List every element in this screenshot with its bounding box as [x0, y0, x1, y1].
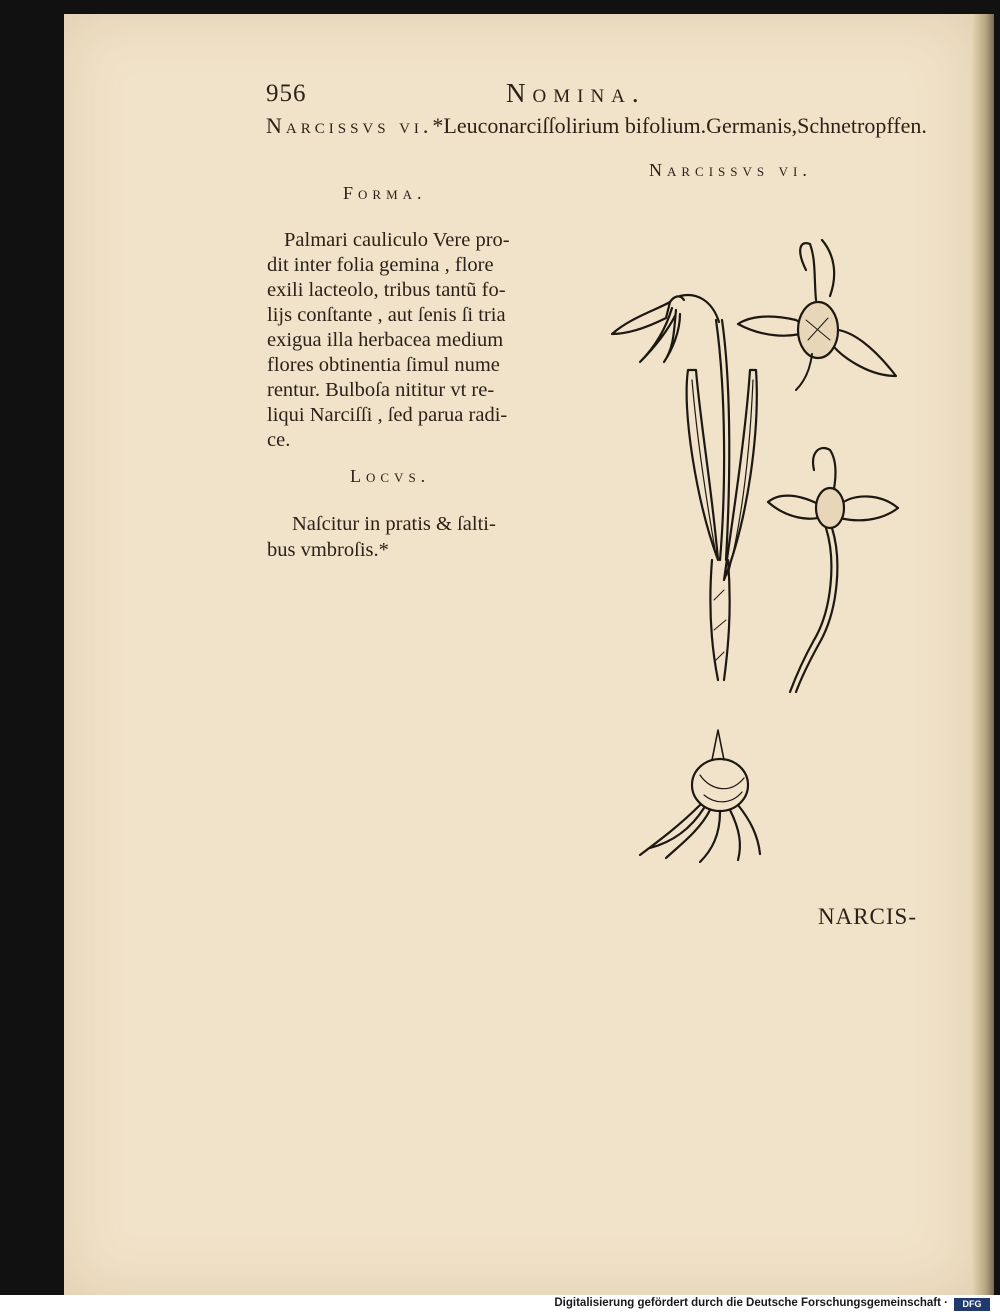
text-line: Naſcitur in pratis & ſalti-: [292, 513, 496, 535]
title-line-synonyms: *Leuconarciſſolirium bifolium.Germanis,Schnetropffen.: [432, 113, 927, 138]
figure-caption: Narcissvs vi.: [649, 160, 812, 180]
page-edge: [972, 14, 994, 1295]
page-number: 956: [266, 80, 307, 107]
section-heading-forma: Forma.: [343, 183, 427, 203]
text-line: dit inter folia gemina , flore: [267, 254, 494, 276]
running-head: Nomina.: [506, 78, 646, 108]
text-line: lijs conſtante , aut ſenis ſi tria: [267, 304, 506, 326]
text-line: liqui Narciſſi , ſed parua radi-: [267, 404, 508, 426]
footer-credit: Digitalisierung gefördert durch die Deutsche Forschungsgemeinschaft ·: [554, 1297, 948, 1309]
title-line-name: Narcissvs vi.: [266, 113, 433, 138]
dfg-logo: DFG: [954, 1298, 990, 1311]
text-line: Palmari cauliculo Vere pro-: [284, 229, 510, 251]
snowdrop-woodcut-illustration: [600, 230, 920, 870]
catchword: NARCIS-: [818, 904, 918, 929]
title-line: [266, 113, 927, 139]
text-line: ce.: [267, 429, 291, 451]
text-line: exili lacteolo, tribus tantũ fo-: [267, 279, 506, 301]
text-line: rentur. Bulboſa nititur vt re-: [267, 379, 495, 401]
text-line: bus vmbroſis.*: [267, 539, 389, 561]
section-heading-locus: Locvs.: [350, 466, 431, 486]
text-line: exigua illa herbacea medium: [267, 329, 504, 351]
text-line: flores obtinentia ſimul nume: [267, 354, 500, 376]
